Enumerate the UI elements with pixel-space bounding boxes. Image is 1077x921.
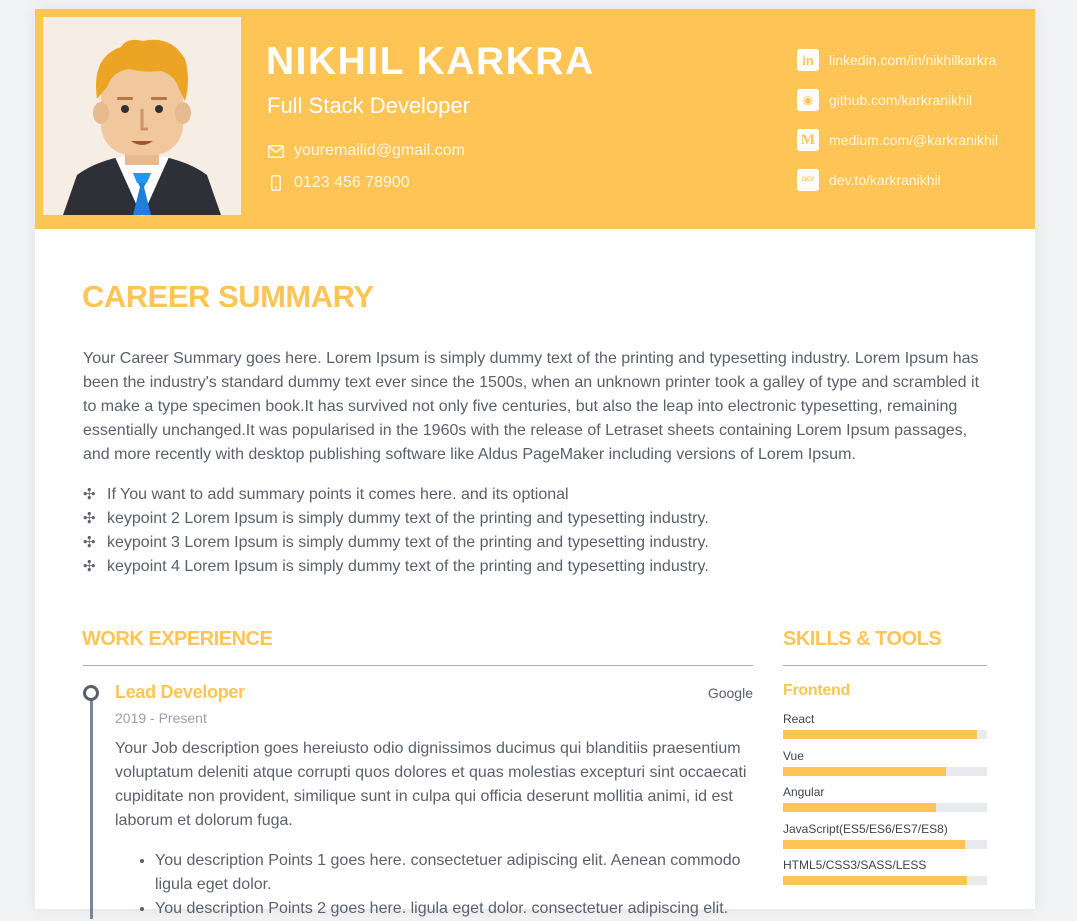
skill-bar	[783, 876, 987, 885]
skill-label: Vue	[783, 749, 804, 763]
job-points	[155, 849, 755, 921]
timeline-dot	[83, 685, 99, 701]
list-item: ✣ keypoint 4 Lorem Ipsum is simply dummy text of the printing and typesetting industry.	[83, 555, 709, 579]
resume-page	[35, 9, 1035, 917]
list-item: ✣ keypoint 3 Lorem Ipsum is simply dummy text of the printing and typesetting industry.	[83, 531, 709, 555]
skill-vue	[783, 749, 987, 776]
job-dates: 2019 - Present	[115, 710, 207, 726]
social-link-label[interactable]: dev.to/karkranikhil	[829, 172, 941, 188]
social-link-medium[interactable]	[797, 129, 998, 151]
bullet-icon: ✣	[83, 534, 96, 551]
summary-points	[83, 483, 709, 579]
candidate-name: NIKHIL KARKRA	[266, 40, 595, 83]
list-item: ✣ If You want to add summary points it comes here. and its optional	[83, 483, 709, 507]
social-link-label[interactable]: linkedin.com/in/nikhilkarkra	[829, 52, 997, 68]
skill-bar	[783, 767, 987, 776]
resume-header	[35, 9, 1035, 229]
social-link-github[interactable]	[797, 89, 972, 111]
candidate-role: Full Stack Developer	[267, 93, 470, 118]
list-item: • You description Points 1 goes here. consectetuer adipiscing elit. Aenean commodo ligula eget dolor.	[155, 849, 755, 897]
social-link-linkedin[interactable]	[797, 49, 996, 71]
work-experience-heading: WORK EXPERIENCE	[82, 628, 273, 650]
mobile-phone-icon	[268, 175, 284, 191]
skill-bar	[783, 730, 987, 739]
skill-bar-fill	[783, 803, 936, 812]
skill-javascript	[783, 822, 987, 849]
skills-divider	[783, 665, 987, 666]
skill-label: React	[783, 712, 815, 726]
skill-react	[783, 712, 987, 739]
skill-html-css	[783, 858, 987, 885]
skill-bar	[783, 803, 987, 812]
career-summary-heading: CAREER SUMMARY	[82, 279, 374, 314]
skill-label: JavaScript(ES5/ES6/ES7/ES8)	[783, 822, 948, 836]
devto-icon: DEV	[797, 169, 819, 191]
social-link-devto[interactable]	[797, 169, 941, 191]
skill-bar-fill	[783, 876, 967, 885]
bullet-icon: ✣	[83, 486, 96, 503]
email-text[interactable]: youremailid@gmail.com	[294, 142, 465, 159]
skill-group-title: Frontend	[783, 682, 850, 699]
skill-bar-fill	[783, 840, 965, 849]
list-item: • You description Points 2 goes here. ligula eget dolor. consectetuer adipiscing elit.	[155, 897, 755, 921]
social-link-label[interactable]: medium.com/@karkranikhil	[829, 132, 999, 148]
list-item: ✣ keypoint 2 Lorem Ipsum is simply dummy text of the printing and typesetting industry.	[83, 507, 709, 531]
work-experience-divider	[83, 665, 753, 666]
phone-contact[interactable]	[268, 174, 410, 192]
skills-heading: SKILLS & TOOLS	[783, 628, 942, 650]
avatar	[43, 17, 241, 215]
skill-angular	[783, 785, 987, 812]
phone-text[interactable]: 0123 456 78900	[294, 174, 410, 191]
skill-bar-fill	[783, 767, 946, 776]
skill-label: Angular	[783, 785, 825, 799]
job-title: Lead Developer	[115, 682, 245, 702]
skill-bar	[783, 840, 987, 849]
skill-bar-fill	[783, 730, 977, 739]
github-icon: ◉	[797, 89, 819, 111]
job-company: Google	[707, 685, 753, 701]
avatar-illustration	[43, 17, 241, 215]
social-link-label[interactable]: github.com/karkranikhil	[829, 92, 973, 108]
bullet-icon: ✣	[83, 558, 96, 575]
email-contact[interactable]	[268, 142, 465, 160]
timeline-line	[90, 699, 93, 919]
envelope-icon	[268, 143, 284, 159]
linkedin-icon: in	[797, 49, 819, 71]
career-summary-text: Your Career Summary goes here. Lorem Ipsum is simply dummy text of the printing and typesetting industry. Lorem Ipsum has been the industry's standard dummy text ever since the 1500s, when an unknown printer took a galley of type and scrambled it to make a type specimen book.It has survived not only five centuries, but also the leap into electronic typesetting, remaining essentially unchanged.It was popularised in the 1960s with the release of Letraset sheets containing Lorem Ipsum passages, and more recently with desktop publishing software like Aldus PageMaker including versions of Lorem Ipsum.	[83, 350, 980, 463]
medium-icon: M	[797, 129, 819, 151]
skill-label: HTML5/CSS3/SASS/LESS	[783, 858, 927, 872]
bullet-icon: ✣	[83, 510, 96, 527]
job-description: Your Job description goes hereiusto odio dignissimos ducimus qui blanditiis praesentium voluptatum deleniti atque corrupti quos dolores et quas molestias excepturi sint occaecati cupiditate non provident, similique sunt in culpa qui officia deserunt mollitia animi, id est laborum et dolorum fuga.	[115, 740, 747, 829]
